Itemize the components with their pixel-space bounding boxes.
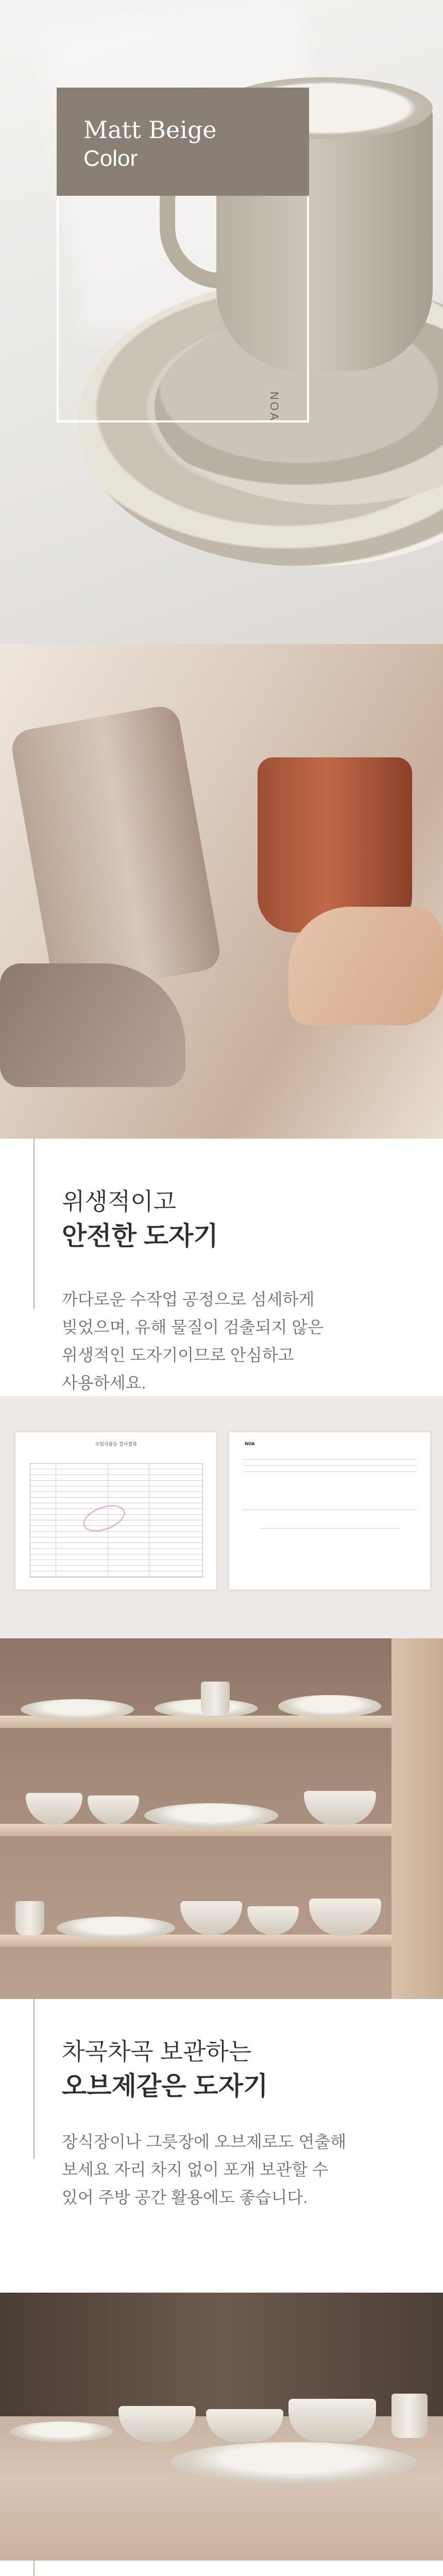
potter-hand-image [288,907,443,1025]
bowl-image [288,2399,376,2442]
shelf-board [0,1935,443,1947]
bowl-image [304,1791,376,1825]
stacked-plate-image [278,1695,381,1718]
color-label-box [57,88,309,196]
large-plate-image [170,2442,417,2483]
bowl-image [247,1906,299,1935]
accent-line [33,1139,35,1309]
certificate-section [0,1396,443,1638]
bowl-image [88,1795,139,1824]
report-rule [243,1465,417,1466]
bowl-image [26,1793,82,1825]
handcraft-photo [0,644,443,1139]
bowl-image [118,2406,196,2442]
report-rule [243,1459,417,1460]
hygiene-line: 위생적인 도자기이므로 안심하고 [62,1346,294,1364]
hygiene-line: 사용하세요. [62,1374,146,1392]
color-word: Color [83,146,138,171]
storage-title-bold: 오브제같은 도자기 [62,2072,268,2100]
bowl-image [180,1901,242,1935]
storage-section [0,1999,443,2293]
hero-section [0,0,443,644]
hygiene-description [62,1285,412,1396]
accent-line [33,1999,35,2159]
certificate-title: 수입식품등 검사결과 [95,1442,137,1447]
hygiene-section [0,1139,443,1396]
hygiene-line: 까다로운 수작업 공정으로 섬세하게 [62,1290,315,1309]
accent-line [33,2561,35,2576]
storage-description [62,2128,412,2211]
report-logo: NOA [245,1442,255,1446]
cabinet-side [391,1638,443,1999]
hygiene-line: 빚었으며, 유해 물질이 검출되지 않은 [62,1318,324,1336]
storage-line: 보세요 자리 차지 없이 포개 보관할 수 [62,2160,329,2179]
shelf-photo [0,1638,443,1999]
set-section [0,2561,443,2576]
plate-image [57,1917,175,1939]
clay-cup-image [258,757,412,933]
color-name: Matt Beige [83,116,217,144]
tabletop-photo [0,2293,443,2561]
report-rule [243,1471,417,1472]
storage-line: 장식장이나 그릇장에 오브제로도 연출해 [62,2132,347,2151]
brand-mark: NOA [268,392,281,422]
hygiene-title-bold: 안전한 도자기 [62,1222,218,1250]
hygiene-title [62,1185,218,1254]
storage-title [62,2035,268,2104]
mug-image [391,2394,428,2438]
storage-line: 있어 주방 공간 활용에도 좋습니다. [62,2188,308,2207]
bowl-image [309,1899,381,1936]
bowl-image [206,2409,283,2442]
mug-image [15,1901,44,1935]
report-text-line [260,1528,399,1529]
mug-image [201,1682,230,1716]
stacked-plate-image [21,1699,134,1720]
storage-title-light: 차곡차곡 보관하는 [62,2038,252,2065]
plate-image [10,2421,113,2442]
plate-image [144,1803,278,1828]
hygiene-title-light: 위생적이고 [62,1188,177,1215]
inspection-certificate-document [15,1432,216,1589]
test-report-document [229,1432,430,1589]
dark-wall [0,2293,443,2416]
